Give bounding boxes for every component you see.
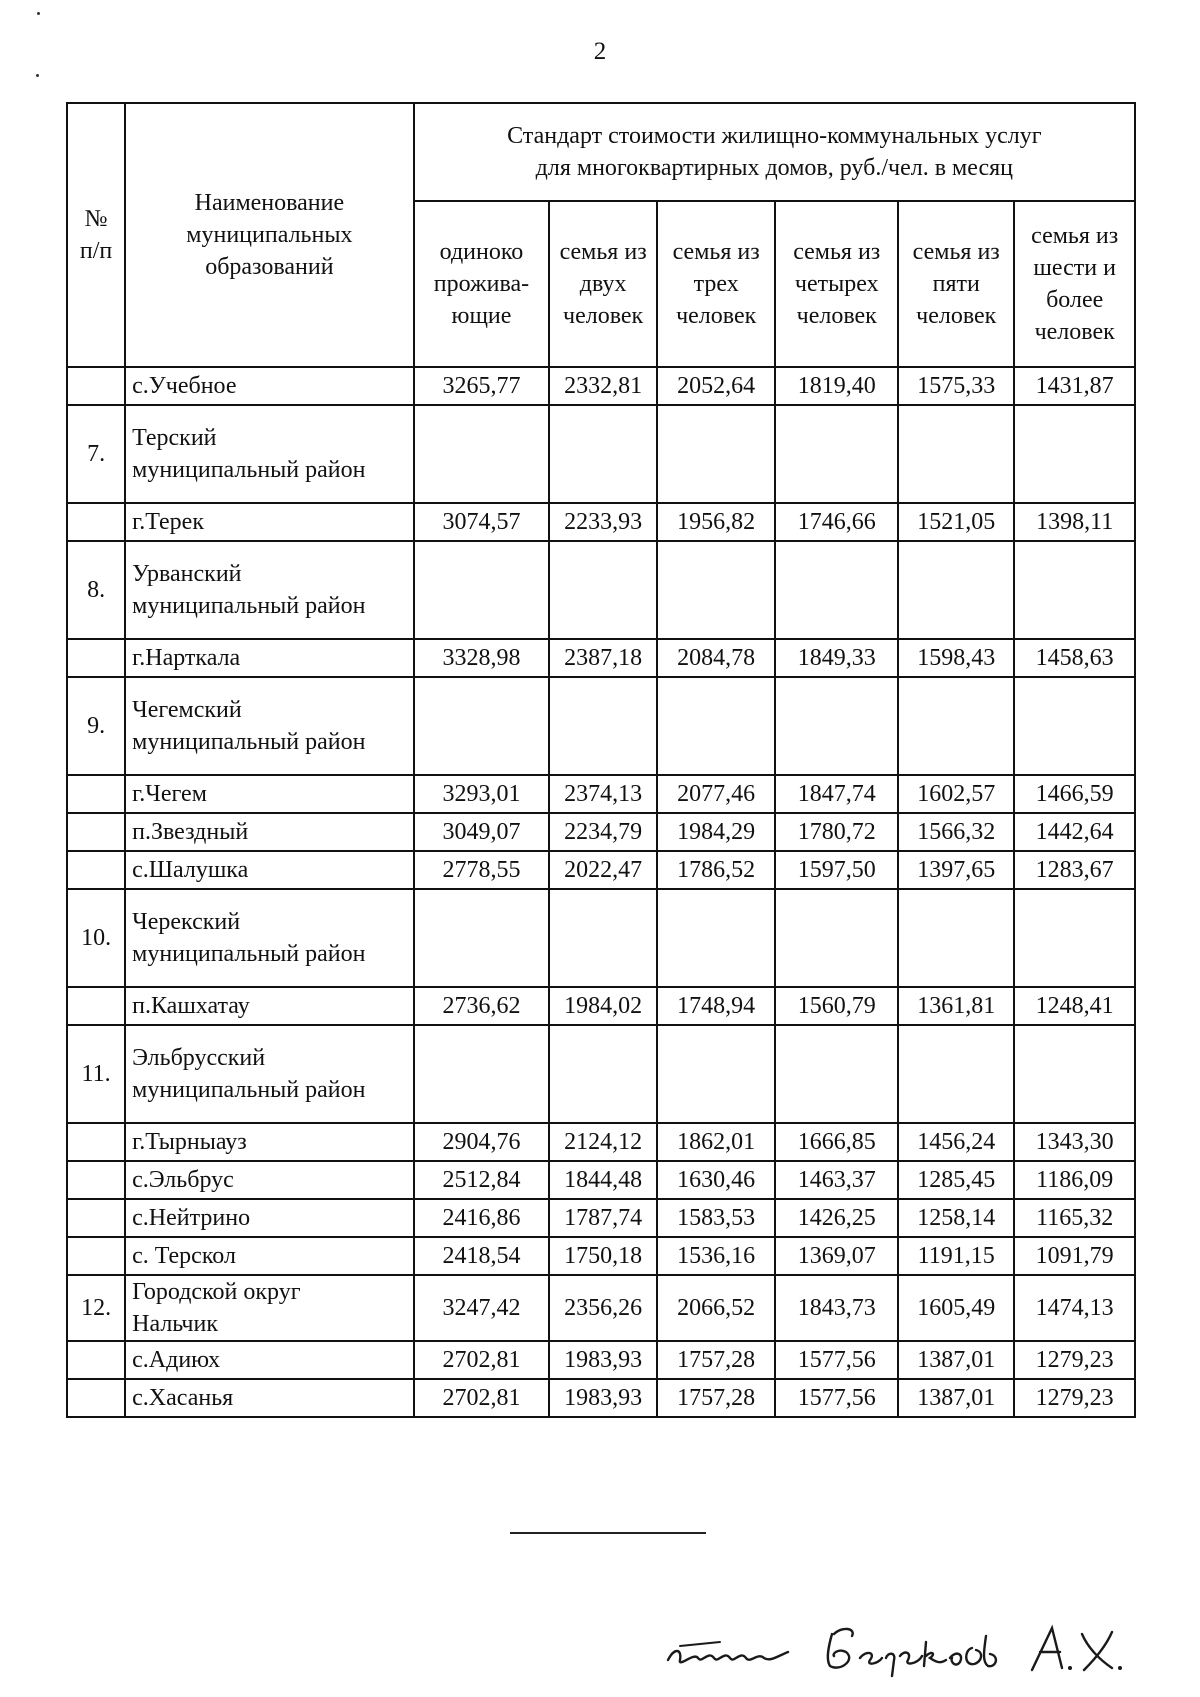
table-row xyxy=(67,1237,1135,1275)
row-number xyxy=(67,503,125,541)
cost-value-cell: 1757,28 xyxy=(657,1379,775,1417)
settlement-name: с.Учебное xyxy=(125,367,414,405)
cost-value-cell: 3074,57 xyxy=(414,503,550,541)
district-name xyxy=(125,1025,414,1123)
cost-value-cell: 1474,13 xyxy=(1014,1275,1135,1341)
cost-value-cell xyxy=(549,405,657,503)
district-row xyxy=(67,541,1135,639)
cost-value-cell: 1984,29 xyxy=(657,813,775,851)
cost-value-cell: 2066,52 xyxy=(657,1275,775,1341)
cost-value-cell: 1597,50 xyxy=(775,851,898,889)
district-name-line: Терский xyxy=(132,425,217,451)
cost-value-cell: 2736,62 xyxy=(414,987,550,1025)
cost-value-cell: 1575,33 xyxy=(898,367,1014,405)
row-number: 8. xyxy=(67,541,125,639)
cost-value-cell: 1279,23 xyxy=(1014,1379,1135,1417)
cost-value-cell: 1285,45 xyxy=(898,1161,1014,1199)
cost-value-cell: 1248,41 xyxy=(1014,987,1135,1025)
district-name-line: муниципальный район xyxy=(132,593,366,619)
row-number: 10. xyxy=(67,889,125,987)
cost-value-cell: 1956,82 xyxy=(657,503,775,541)
settlement-name: г.Терек xyxy=(125,503,414,541)
table-header xyxy=(67,103,1135,367)
cost-value-cell: 1560,79 xyxy=(775,987,898,1025)
cost-value-cell xyxy=(775,1025,898,1123)
household-size-header: семья из трех человек xyxy=(657,201,775,367)
page-number: 2 xyxy=(593,38,607,65)
table-row xyxy=(67,1199,1135,1237)
cost-value-cell xyxy=(775,541,898,639)
cost-value-cell xyxy=(775,405,898,503)
standard-title-line: для многоквартирных домов, руб./чел. в месяц xyxy=(535,155,1013,181)
cost-value-cell: 1566,32 xyxy=(898,813,1014,851)
cost-value-cell: 1786,52 xyxy=(657,851,775,889)
cost-value-cell: 1466,59 xyxy=(1014,775,1135,813)
cost-value-cell: 1630,46 xyxy=(657,1161,775,1199)
handwritten-signature xyxy=(660,1612,1140,1682)
household-size-header: семья из двух человек xyxy=(549,201,657,367)
cost-value-cell: 2702,81 xyxy=(414,1341,550,1379)
settlement-name: г.Чегем xyxy=(125,775,414,813)
cost-value-cell: 1398,11 xyxy=(1014,503,1135,541)
cost-value-cell: 1757,28 xyxy=(657,1341,775,1379)
cost-value-cell: 3293,01 xyxy=(414,775,550,813)
cost-value-cell xyxy=(898,889,1014,987)
table-row xyxy=(67,1161,1135,1199)
cost-value-cell xyxy=(414,889,550,987)
settlement-name: г.Нарткала xyxy=(125,639,414,677)
cost-value-cell: 2332,81 xyxy=(549,367,657,405)
row-number xyxy=(67,367,125,405)
cost-value-cell xyxy=(657,405,775,503)
cost-value-cell: 1819,40 xyxy=(775,367,898,405)
cost-value-cell xyxy=(549,541,657,639)
settlement-name: с. Терскол xyxy=(125,1237,414,1275)
cost-value-cell xyxy=(414,677,550,775)
cost-value-cell: 2233,93 xyxy=(549,503,657,541)
cost-value-cell: 1456,24 xyxy=(898,1123,1014,1161)
row-number xyxy=(67,851,125,889)
cost-value-cell: 1577,56 xyxy=(775,1341,898,1379)
cost-value-cell: 1343,30 xyxy=(1014,1123,1135,1161)
cost-value-cell xyxy=(898,541,1014,639)
district-name-line: муниципальный район xyxy=(132,941,366,967)
name-column-header: Наименование муниципальных образований xyxy=(125,103,414,367)
cost-value-cell: 1279,23 xyxy=(1014,1341,1135,1379)
table-row xyxy=(67,639,1135,677)
cost-value-cell xyxy=(775,889,898,987)
settlement-name: г.Тырныауз xyxy=(125,1123,414,1161)
cost-value-cell: 2084,78 xyxy=(657,639,775,677)
cost-value-cell: 1984,02 xyxy=(549,987,657,1025)
cost-value-cell: 1577,56 xyxy=(775,1379,898,1417)
district-row xyxy=(67,889,1135,987)
district-row xyxy=(67,677,1135,775)
table-row xyxy=(67,987,1135,1025)
settlement-name: с.Хасанья xyxy=(125,1379,414,1417)
district-name-line: Урванский xyxy=(132,561,242,587)
cost-value-cell: 2416,86 xyxy=(414,1199,550,1237)
row-number: 12. xyxy=(67,1275,125,1341)
cost-value-cell xyxy=(549,889,657,987)
cost-value-cell: 2052,64 xyxy=(657,367,775,405)
district-name xyxy=(125,677,414,775)
district-name xyxy=(125,889,414,987)
settlement-name: с.Нейтрино xyxy=(125,1199,414,1237)
cost-value-cell: 1463,37 xyxy=(775,1161,898,1199)
cost-value-cell xyxy=(657,889,775,987)
cost-value-cell: 1191,15 xyxy=(898,1237,1014,1275)
cost-value-cell: 1387,01 xyxy=(898,1341,1014,1379)
standard-title-header xyxy=(414,103,1135,201)
cost-value-cell: 1843,73 xyxy=(775,1275,898,1341)
cost-value-cell xyxy=(657,541,775,639)
cost-value-cell: 1521,05 xyxy=(898,503,1014,541)
row-number xyxy=(67,775,125,813)
settlement-name: п.Кашхатау xyxy=(125,987,414,1025)
household-size-header: семья из шести и более человек xyxy=(1014,201,1135,367)
cost-value-cell: 1361,81 xyxy=(898,987,1014,1025)
settlement-name: с.Адиюх xyxy=(125,1341,414,1379)
scan-speck xyxy=(36,74,39,77)
cost-value-cell: 1605,49 xyxy=(898,1275,1014,1341)
table-row xyxy=(67,503,1135,541)
scan-speck xyxy=(37,12,40,15)
table-row xyxy=(67,1379,1135,1417)
cost-value-cell: 2418,54 xyxy=(414,1237,550,1275)
table-row xyxy=(67,367,1135,405)
row-number xyxy=(67,1123,125,1161)
settlement-name: с.Эльбрус xyxy=(125,1161,414,1199)
household-size-header: одиноко прожива-ющие xyxy=(414,201,550,367)
cost-value-cell: 3328,98 xyxy=(414,639,550,677)
household-size-header: семья из пяти человек xyxy=(898,201,1014,367)
cost-value-cell: 2077,46 xyxy=(657,775,775,813)
table-row xyxy=(67,813,1135,851)
cost-value-cell: 2374,13 xyxy=(549,775,657,813)
cost-value-cell: 2702,81 xyxy=(414,1379,550,1417)
cost-value-cell xyxy=(1014,405,1135,503)
cost-value-cell: 1431,87 xyxy=(1014,367,1135,405)
cost-value-cell: 1602,57 xyxy=(898,775,1014,813)
end-divider-line xyxy=(510,1532,706,1534)
row-number xyxy=(67,813,125,851)
cost-value-cell: 1983,93 xyxy=(549,1379,657,1417)
cost-value-cell: 3049,07 xyxy=(414,813,550,851)
standard-title-line: Стандарт стоимости жилищно-коммунальных услуг xyxy=(507,123,1042,149)
table-row xyxy=(67,1123,1135,1161)
cost-value-cell: 1583,53 xyxy=(657,1199,775,1237)
district-name-line: Черекский xyxy=(132,909,241,935)
district-name-line: Нальчик xyxy=(132,1311,218,1337)
cost-value-cell xyxy=(549,677,657,775)
row-number xyxy=(67,1237,125,1275)
district-name-line: муниципальный район xyxy=(132,457,366,483)
cost-value-cell xyxy=(898,405,1014,503)
cost-value-cell: 1091,79 xyxy=(1014,1237,1135,1275)
table-row xyxy=(67,775,1135,813)
row-number xyxy=(67,1161,125,1199)
cost-value-cell: 1258,14 xyxy=(898,1199,1014,1237)
cost-value-cell: 1397,65 xyxy=(898,851,1014,889)
cost-value-cell xyxy=(657,677,775,775)
cost-value-cell xyxy=(549,1025,657,1123)
num-column-header-line: № xyxy=(84,206,108,232)
district-name-line: муниципальный район xyxy=(132,1077,366,1103)
cost-value-cell: 1750,18 xyxy=(549,1237,657,1275)
district-name-line: муниципальный район xyxy=(132,729,366,755)
district-name xyxy=(125,405,414,503)
cost-value-cell xyxy=(898,677,1014,775)
district-name-line: Чегемский xyxy=(132,697,242,723)
cost-value-cell xyxy=(1014,677,1135,775)
cost-value-cell xyxy=(1014,541,1135,639)
cost-value-cell: 1598,43 xyxy=(898,639,1014,677)
cost-standard-table xyxy=(66,102,1136,1418)
cost-value-cell: 1426,25 xyxy=(775,1199,898,1237)
cost-value-cell: 2022,47 xyxy=(549,851,657,889)
table-body xyxy=(67,367,1135,1417)
cost-value-cell: 1780,72 xyxy=(775,813,898,851)
cost-value-cell: 1458,63 xyxy=(1014,639,1135,677)
cost-value-cell: 1862,01 xyxy=(657,1123,775,1161)
cost-value-cell: 1283,67 xyxy=(1014,851,1135,889)
cost-value-cell: 1847,74 xyxy=(775,775,898,813)
cost-value-cell: 1666,85 xyxy=(775,1123,898,1161)
num-column-header-line: п/п xyxy=(79,238,113,264)
table-row xyxy=(67,851,1135,889)
cost-value-cell: 3265,77 xyxy=(414,367,550,405)
row-number: 11. xyxy=(67,1025,125,1123)
row-number: 9. xyxy=(67,677,125,775)
num-column-header xyxy=(67,103,125,367)
cost-value-cell: 1983,93 xyxy=(549,1341,657,1379)
row-number: 7. xyxy=(67,405,125,503)
cost-value-cell: 1787,74 xyxy=(549,1199,657,1237)
row-number xyxy=(67,639,125,677)
cost-value-cell: 1186,09 xyxy=(1014,1161,1135,1199)
cost-value-cell: 2387,18 xyxy=(549,639,657,677)
row-number xyxy=(67,1199,125,1237)
cost-value-cell: 2512,84 xyxy=(414,1161,550,1199)
cost-value-cell: 1442,64 xyxy=(1014,813,1135,851)
cost-value-cell: 1387,01 xyxy=(898,1379,1014,1417)
city-row xyxy=(67,1275,1135,1341)
cost-value-cell: 1369,07 xyxy=(775,1237,898,1275)
cost-value-cell: 2356,26 xyxy=(549,1275,657,1341)
cost-value-cell: 1748,94 xyxy=(657,987,775,1025)
cost-value-cell xyxy=(898,1025,1014,1123)
district-name xyxy=(125,541,414,639)
row-number xyxy=(67,987,125,1025)
cost-value-cell: 2124,12 xyxy=(549,1123,657,1161)
cost-value-cell: 2234,79 xyxy=(549,813,657,851)
city-district-name xyxy=(125,1275,414,1341)
cost-value-cell xyxy=(657,1025,775,1123)
table-row xyxy=(67,1341,1135,1379)
district-name-line: Городской округ xyxy=(132,1279,301,1305)
cost-value-cell xyxy=(414,541,550,639)
settlement-name: с.Шалушка xyxy=(125,851,414,889)
row-number xyxy=(67,1341,125,1379)
household-size-header: семья из четырех человек xyxy=(775,201,898,367)
district-row xyxy=(67,405,1135,503)
cost-value-cell: 1849,33 xyxy=(775,639,898,677)
cost-value-cell: 1536,16 xyxy=(657,1237,775,1275)
row-number xyxy=(67,1379,125,1417)
district-row xyxy=(67,1025,1135,1123)
cost-value-cell: 1844,48 xyxy=(549,1161,657,1199)
cost-value-cell xyxy=(414,405,550,503)
cost-value-cell xyxy=(1014,889,1135,987)
cost-value-cell: 2904,76 xyxy=(414,1123,550,1161)
district-name-line: Эльбрусский xyxy=(132,1045,266,1071)
cost-value-cell: 2778,55 xyxy=(414,851,550,889)
cost-value-cell: 1746,66 xyxy=(775,503,898,541)
cost-value-cell: 3247,42 xyxy=(414,1275,550,1341)
settlement-name: п.Звездный xyxy=(125,813,414,851)
cost-value-cell: 1165,32 xyxy=(1014,1199,1135,1237)
cost-value-cell xyxy=(1014,1025,1135,1123)
cost-value-cell xyxy=(414,1025,550,1123)
cost-value-cell xyxy=(775,677,898,775)
